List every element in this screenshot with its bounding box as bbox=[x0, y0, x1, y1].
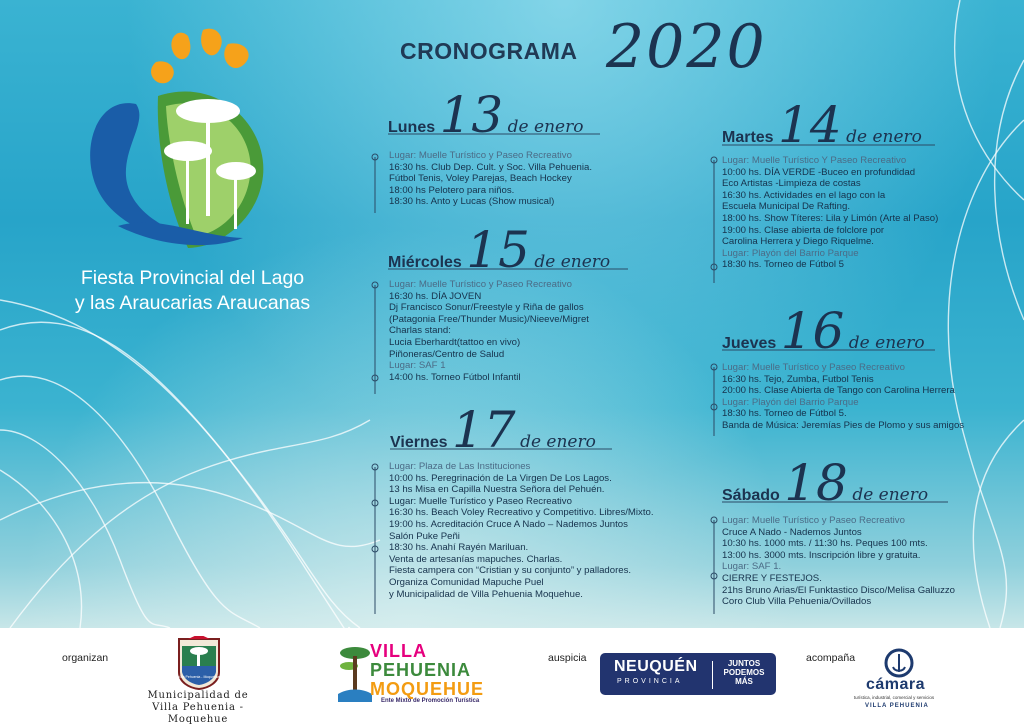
event-line: Lugar: Plaza de Las Instituciones bbox=[389, 461, 531, 472]
municipalidad-text bbox=[128, 690, 268, 726]
event-line: Fútbol Tenis, Voley Parejas, Beach Hockey bbox=[389, 173, 572, 185]
events-miercoles bbox=[389, 279, 589, 383]
auspicia-label: auspicia bbox=[548, 652, 587, 664]
day-month: de enero bbox=[846, 127, 922, 147]
event-line: 10:30 hs. 1000 mts. / 11:30 hs. Peques 100 mts. bbox=[722, 538, 928, 550]
organizan-label: organizan bbox=[62, 652, 109, 664]
neuquen-text: NEUQUÉN bbox=[614, 658, 698, 675]
event-line: Salón Puke Peñi bbox=[389, 530, 460, 542]
event-line: 10:00 hs. Peregrinación de La Virgen De Los Lagos. bbox=[389, 472, 612, 484]
event-line: 16:30 hs. Actividades en el lago con la bbox=[722, 189, 886, 201]
day-name: Martes bbox=[722, 129, 774, 146]
event-line: Lugar: Muelle Turístico Y Paseo Recreativo bbox=[722, 155, 907, 166]
events-jueves bbox=[722, 362, 964, 432]
camara-villa-pehuenia: VILLA PEHUENIA bbox=[865, 703, 929, 709]
day-month: de enero bbox=[534, 252, 611, 272]
day-header-lunes bbox=[388, 86, 584, 144]
event-line: 19:00 hs. Acreditación Cruce A Nado – Nademos Juntos bbox=[389, 518, 628, 530]
vp-line2: PEHUENIA bbox=[370, 660, 472, 680]
event-line: Lugar: Playón del Barrio Parque bbox=[722, 396, 859, 408]
event-line: Lugar: Muelle Turístico y Paseo Recreativo bbox=[722, 515, 905, 526]
camara-text: cámara bbox=[866, 676, 926, 693]
festival-name-line1: Fiesta Provincial del Lago bbox=[80, 267, 305, 289]
event-line: 18:00 hs Pelotero para niños. bbox=[389, 184, 515, 196]
event-line: Lugar: SAF 1 bbox=[389, 360, 446, 372]
event-line: Cruce A Nado - Nademos Juntos bbox=[722, 526, 862, 538]
muni-line1: Municipalidad de bbox=[147, 690, 249, 701]
event-line: 13:00 hs. 3000 mts. Inscripción libre y gratuita. bbox=[722, 549, 921, 561]
muni-line2: Villa Pehuenia - Moquehue bbox=[152, 702, 244, 725]
neuquen-logo bbox=[600, 653, 776, 695]
day-number: 16 bbox=[780, 302, 845, 360]
event-line: 19:00 hs. Clase abierta de folclore por bbox=[722, 224, 885, 236]
day-header-jueves bbox=[722, 302, 925, 360]
event-line: 16:30 hs. Tejo, Zumba, Futbol Tenis bbox=[722, 373, 874, 385]
event-line: Coro Club Villa Pehuenia/Ovillados bbox=[722, 596, 872, 608]
event-line: 18:30 hs. Torneo de Fútbol 5 bbox=[722, 259, 844, 271]
event-line: 16:30 hs. DÍA JOVEN bbox=[389, 290, 482, 302]
event-line: 18:30 hs. Torneo de Fútbol 5. bbox=[722, 408, 847, 420]
day-header-viernes bbox=[390, 401, 596, 459]
day-name: Miércoles bbox=[388, 254, 462, 271]
event-line: 16:30 hs. Club Dep. Cult. y Soc. Villa Pehuenia. bbox=[389, 161, 593, 173]
camara-anchor-icon bbox=[883, 648, 915, 678]
events-viernes bbox=[389, 461, 654, 600]
municipal-shield-logo bbox=[176, 636, 222, 690]
villa-pehuenia-tree-icon bbox=[338, 644, 372, 702]
day-number: 17 bbox=[451, 401, 516, 459]
festival-name-line2: y las Araucarias Araucanas bbox=[74, 292, 311, 314]
events-lunes bbox=[389, 150, 592, 208]
event-line: Carolina Herrera y Diego Riquelme. bbox=[722, 236, 874, 248]
events-martes bbox=[722, 155, 938, 271]
event-line: Lugar: SAF 1. bbox=[722, 561, 782, 573]
day-header-sabado bbox=[722, 454, 929, 512]
shield-caption: Villa Pehuenia - Moquehue bbox=[178, 675, 220, 679]
year-title: 2020 bbox=[606, 12, 767, 82]
event-line: 14:00 hs. Torneo Fútbol Infantil bbox=[389, 371, 521, 383]
event-line: Lugar: Muelle Turístico y Paseo Recreativo bbox=[722, 362, 905, 373]
vp-line3: MOQUEHUE bbox=[370, 679, 485, 699]
event-line: Lugar: Playón del Barrio Parque bbox=[722, 247, 859, 259]
day-month: de enero bbox=[852, 485, 929, 505]
vp-line1: VILLA bbox=[370, 641, 427, 661]
event-line: Lucia Eberhardt(tattoo en vivo) bbox=[389, 336, 521, 348]
day-name: Viernes bbox=[390, 434, 448, 451]
provincia-text: PROVINCIA bbox=[617, 678, 683, 685]
neuquen-divider bbox=[712, 661, 713, 689]
event-line: CIERRE Y FESTEJOS. bbox=[722, 572, 822, 584]
event-line: Venta de artesanías mapuches. Charlas. bbox=[389, 553, 563, 565]
acompana-label: acompaña bbox=[806, 652, 856, 664]
event-line: 18:00 hs. Show Títeres: Lila y Limón (Arte al Paso) bbox=[722, 212, 939, 224]
event-line: 18:30 hs. Anto y Lucas (Show musical) bbox=[389, 196, 555, 208]
day-number: 14 bbox=[778, 96, 842, 154]
event-line: 20:00 hs. Clase Abierta de Tango con Carolina Herrera bbox=[722, 385, 955, 397]
event-line: Lugar: Muelle Turístico y Paseo Recreativo bbox=[389, 150, 572, 161]
day-header-martes bbox=[722, 96, 922, 154]
day-name: Sábado bbox=[722, 487, 780, 504]
juntos-text: JUNTOS PODEMOS MÁS bbox=[723, 659, 765, 686]
villa-pehuenia-brand bbox=[370, 642, 484, 699]
event-line: 13 hs Misa en Capilla Nuestra Señora del Pehuén. bbox=[389, 484, 605, 496]
event-line: Lugar: Muelle Turístico y Paseo Recreativo bbox=[389, 495, 572, 507]
day-month: de enero bbox=[520, 432, 596, 452]
event-line: Charlas stand: bbox=[389, 325, 451, 337]
event-line: y Municipalidad de Villa Pehuenia Moquehue. bbox=[389, 588, 583, 600]
sponsors-footer bbox=[0, 628, 1024, 723]
day-month: de enero bbox=[507, 117, 584, 137]
event-line: 21hs Bruno Arias/El Funktastico Disco/Melisa Galluzzo bbox=[722, 584, 956, 596]
day-number: 18 bbox=[784, 454, 848, 512]
event-line: Lugar: Muelle Turístico y Paseo Recreativo bbox=[389, 279, 572, 290]
day-month: de enero bbox=[848, 333, 925, 353]
events-sabado bbox=[722, 515, 955, 608]
camara-subtitle: turística, industrial, comercial y servicios bbox=[853, 695, 935, 700]
day-name: Jueves bbox=[722, 335, 777, 352]
day-number: 13 bbox=[439, 86, 504, 144]
event-line: Piñoneras/Centro de Salud bbox=[389, 348, 505, 360]
event-line: 18:30 hs. Anahí Rayén Mariluan. bbox=[389, 542, 529, 554]
day-number: 15 bbox=[466, 221, 530, 279]
event-line: Eco Artistas -Limpieza de costas bbox=[722, 178, 861, 190]
vp-subtitle: Ente Mixto de Promoción Turística bbox=[381, 698, 480, 704]
event-line: Organiza Comunidad Mapuche Puel bbox=[389, 576, 544, 588]
event-line: Banda de Música: Jeremías Pies de Plomo y sus amigos bbox=[722, 419, 965, 431]
event-line: Escuela Municipal De Rafting. bbox=[722, 201, 850, 213]
event-line: Dj Francisco Sonur/Freestyle y Riña de gallos bbox=[389, 302, 584, 314]
event-line: 16:30 hs. Beach Voley Recreativo y Competitivo. Libres/Mixto. bbox=[389, 507, 654, 519]
event-line: (Patagonia Free/Thunder Music)/Nieeve/Migret bbox=[389, 313, 589, 325]
day-name: Lunes bbox=[388, 119, 436, 136]
event-line: 10:00 hs. DÍA VERDE -Buceo en profundidad bbox=[722, 166, 916, 178]
event-line: Fiesta campera con “Cristian y su conjunto” y palladores. bbox=[389, 565, 632, 577]
cronograma-title: CRONOGRAMA bbox=[400, 38, 578, 64]
day-header-miercoles bbox=[388, 221, 611, 279]
